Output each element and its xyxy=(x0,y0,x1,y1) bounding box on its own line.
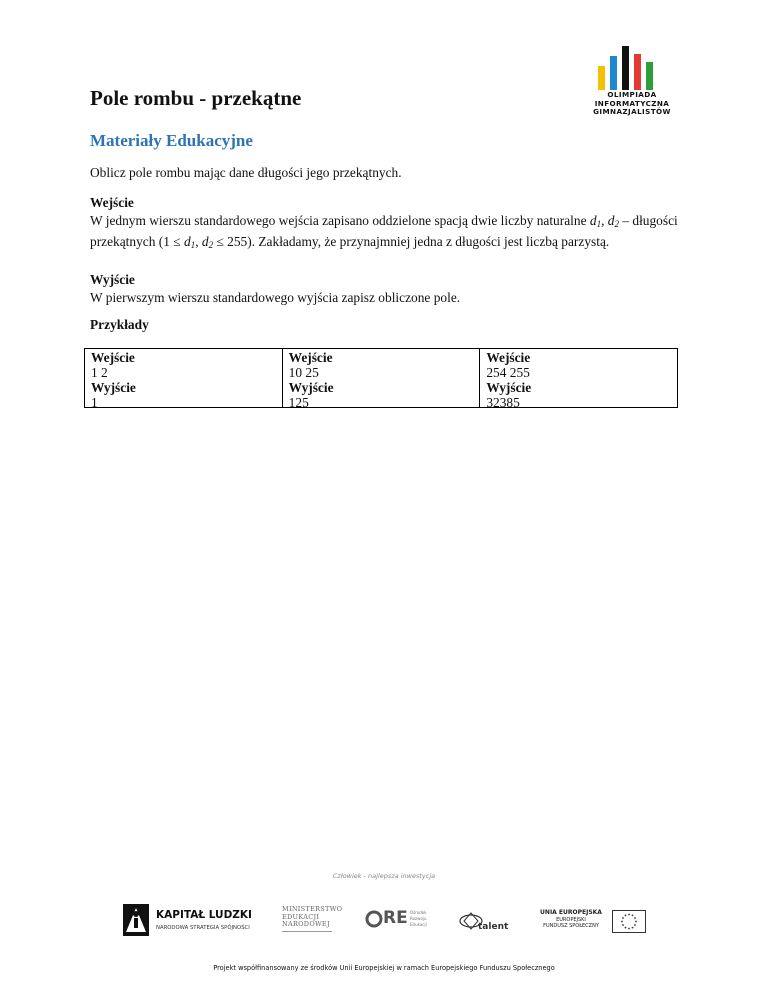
eu-stars-icon xyxy=(613,911,645,932)
example-input-label: Wejście xyxy=(91,350,135,365)
input-heading: Wejście xyxy=(90,195,134,210)
ministry-divider xyxy=(282,931,332,932)
ministry-line: MINISTERSTWO xyxy=(282,905,343,913)
kapital-ludzki-logo xyxy=(122,900,252,940)
eu-text xyxy=(540,910,602,930)
example-cell xyxy=(85,349,282,410)
ore-sub-line: Rozwoju xyxy=(410,916,427,921)
output-heading: Wyjście xyxy=(90,272,135,287)
kapital-subtitle: NARODOWA STRATEGIA SPÓJNOŚCI xyxy=(156,925,250,931)
input-text-2: – długości przekątnych (1 ≤ xyxy=(90,213,678,249)
var-sub: 2 xyxy=(208,240,214,250)
logo-line: INFORMATYCZNA xyxy=(594,98,670,108)
eu-line-2: EUROPEJSKI xyxy=(556,916,586,923)
ministry-line: EDUKACJI xyxy=(282,912,320,921)
project-note: Projekt współfinansowany ze środków Unii Europejskiej w ramach Europejskiego Funduszu Społecznego xyxy=(213,964,555,972)
task-intro: Oblicz pole rombu mając dane długości jego przekątnych. xyxy=(90,165,402,180)
output-description: W pierwszym wierszu standardowego wyjścia zapisz obliczone pole. xyxy=(90,290,461,305)
ore-name: RE xyxy=(383,908,408,928)
olympiad-logo-text xyxy=(584,91,680,117)
examples-heading: Przykłady xyxy=(90,317,149,332)
ore-sub-line: Edukacji xyxy=(410,922,427,927)
output-section xyxy=(90,271,690,307)
example-output: 32385 xyxy=(486,395,520,410)
var-sub: 1 xyxy=(190,240,196,250)
kapital-ludzki-icon xyxy=(122,900,152,938)
olympiad-bars-icon xyxy=(596,44,660,90)
separator: , xyxy=(195,234,202,249)
input-text-1: W jednym wierszu standardowego wejścia zapisano oddzielone spacją dwie liczby naturalne xyxy=(90,213,590,228)
eu-logo xyxy=(540,910,650,940)
example-input-label: Wejście xyxy=(288,350,333,365)
input-text-3: ≤ 255). Zakładamy, że przynajmniej jedna z długości jest liczbą parzystą. xyxy=(213,234,610,249)
example-output-label: Wyjście xyxy=(288,380,334,395)
input-description xyxy=(90,212,690,254)
example-output: 125 xyxy=(288,395,309,410)
footer-logos xyxy=(0,900,768,946)
logo-bar-blue xyxy=(610,56,617,90)
example-output: 1 xyxy=(91,395,98,410)
separator: , xyxy=(601,213,608,228)
footer-slogan: Człowiek - najlepsza inwestycja xyxy=(332,872,436,880)
ore-sub-line: Ośrodek xyxy=(410,910,427,915)
logo-bar-green xyxy=(646,62,653,90)
example-output-label: Wyjście xyxy=(91,380,136,395)
logo-bar-black xyxy=(622,46,629,90)
example-input: 10 25 xyxy=(288,365,319,380)
logo-bar-yellow xyxy=(598,66,605,90)
var-d: d xyxy=(201,234,209,249)
page-title: Pole rombu - przekątne xyxy=(90,86,302,110)
example-input: 254 255 xyxy=(486,365,530,380)
eu-line-1: UNIA EUROPEJSKA xyxy=(540,909,602,916)
var-d: d xyxy=(183,234,191,249)
var-d: d xyxy=(589,213,597,228)
kapital-title: KAPITAŁ LUDZKI xyxy=(156,909,252,921)
logo-line: GIMNAZJALISTÓW xyxy=(593,107,671,116)
example-output-label: Wyjście xyxy=(486,380,532,395)
example-input-label: Wejście xyxy=(486,350,531,365)
input-section xyxy=(90,194,690,254)
ministry-logo xyxy=(282,906,346,932)
var-d: d xyxy=(607,213,615,228)
ore-subtext xyxy=(410,910,427,928)
eu-flag-icon xyxy=(612,910,646,933)
example-cell xyxy=(479,349,677,410)
logo-line: OLIMPIADA xyxy=(607,90,657,99)
logo-bar-red xyxy=(634,54,641,90)
var-sub: 2 xyxy=(614,219,619,229)
example-cell xyxy=(282,349,480,410)
section-subtitle: Materiały Edukacyjne xyxy=(90,131,253,150)
talent-logo xyxy=(458,908,518,938)
eu-line-3: FUNDUSZ SPOŁECZNY xyxy=(543,923,599,929)
example-input: 1 2 xyxy=(91,365,108,380)
ore-logo xyxy=(365,908,435,936)
ore-circle-icon xyxy=(365,910,383,928)
examples-table xyxy=(84,348,678,408)
talent-name: talent xyxy=(478,922,509,932)
ministry-line: NARODOWEJ xyxy=(282,920,330,928)
var-sub: 1 xyxy=(596,219,602,229)
olympiad-logo xyxy=(584,44,680,118)
